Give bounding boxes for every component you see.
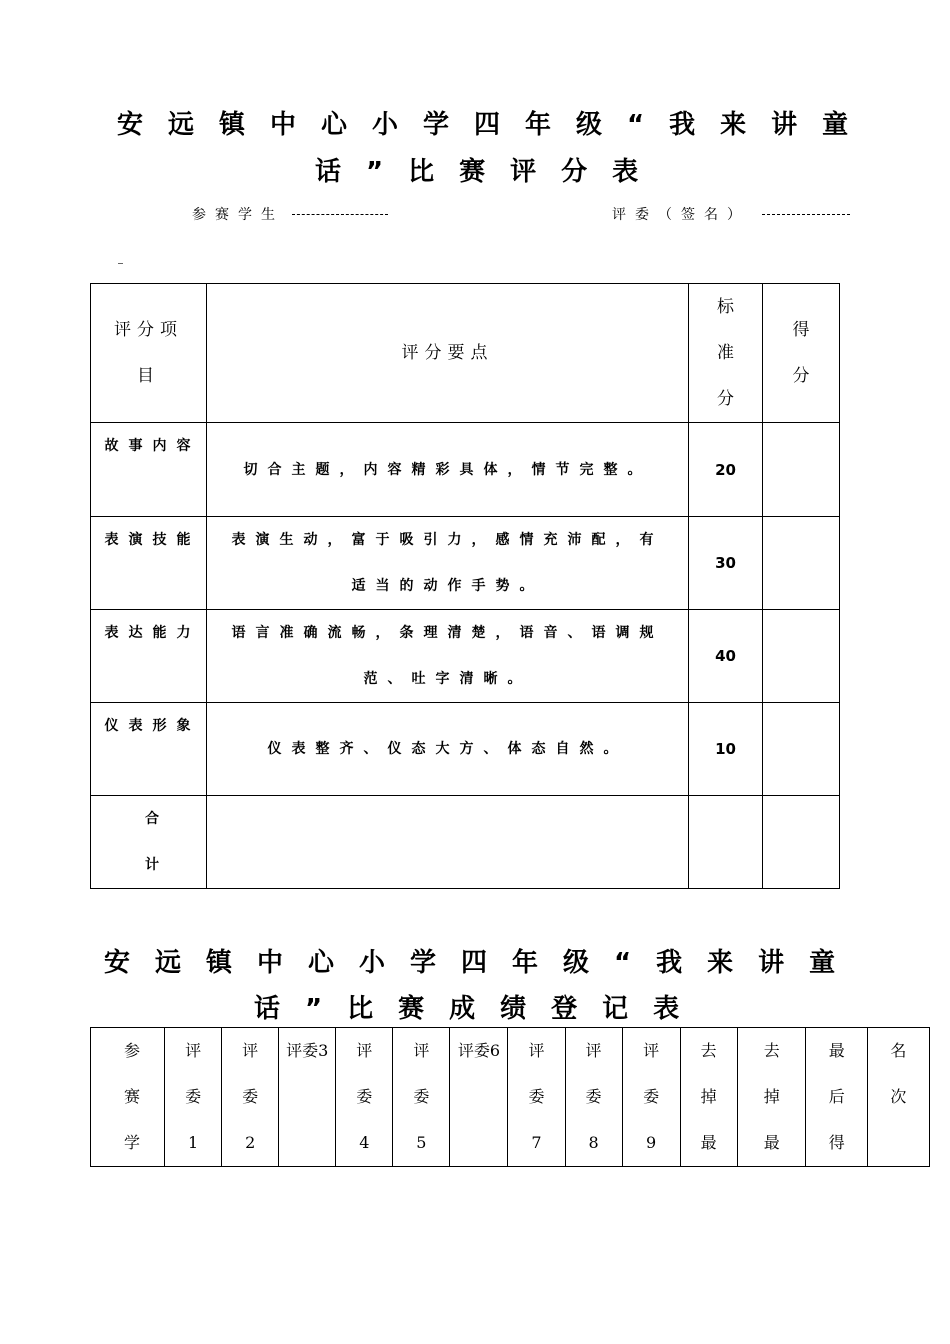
header-final-score: 最后得	[805, 1028, 867, 1167]
header-judge-8: 评委8	[565, 1028, 622, 1167]
row-item: 表演技能	[91, 517, 207, 610]
row-points: 表演生动，富于吸引力，感情充沛配，有适当的动作手势。	[207, 517, 689, 610]
record-form-title-line1: 安远镇中心小学四年级“我来讲童	[104, 948, 861, 978]
score-table-header	[91, 284, 840, 423]
record-table-header	[91, 1028, 930, 1167]
row-score-cell[interactable]	[763, 610, 840, 703]
header-judge-5: 评委5	[393, 1028, 450, 1167]
header-rank: 名次	[867, 1028, 929, 1167]
header-judge-1: 评委1	[165, 1028, 222, 1167]
header-judge-3: 评委3	[279, 1028, 336, 1167]
table-row	[91, 423, 840, 517]
table-row	[91, 610, 840, 703]
header-drop-lowest: 去掉最	[737, 1028, 805, 1167]
header-drop-highest: 去掉最	[680, 1028, 737, 1167]
row-standard: 30	[689, 517, 763, 610]
header-points: 评分要点	[207, 284, 689, 423]
row-score-cell[interactable]	[763, 703, 840, 796]
row-score-cell[interactable]	[763, 423, 840, 517]
row-score-cell[interactable]	[763, 517, 840, 610]
row-item: 故事内容	[91, 423, 207, 517]
header-judge-4: 评委4	[336, 1028, 393, 1167]
header-item: 评分项目	[91, 284, 207, 423]
row-points: 仪表整齐、仪态大方、体态自然。	[207, 703, 689, 796]
row-points: 语言准确流畅，条理清楚，语音、语调规范、吐字清晰。	[207, 610, 689, 703]
table-row	[91, 703, 840, 796]
student-label: 参赛学生	[192, 207, 284, 223]
record-form-title-line2: 话”比赛成绩登记表	[254, 994, 705, 1024]
header-standard: 标准分	[689, 284, 763, 423]
header-judge-9: 评委9	[622, 1028, 680, 1167]
header-judge-2: 评委2	[222, 1028, 279, 1167]
header-score: 得分	[763, 284, 840, 423]
row-standard: 20	[689, 423, 763, 517]
record-table	[90, 1027, 930, 1167]
total-label: 合计	[91, 796, 207, 889]
header-judge-6: 评委6	[450, 1028, 508, 1167]
row-standard: 10	[689, 703, 763, 796]
row-item: 仪表形象	[91, 703, 207, 796]
header-judge-7: 评委7	[508, 1028, 565, 1167]
judge-signature-line[interactable]	[762, 214, 850, 215]
total-score-cell[interactable]	[763, 796, 840, 889]
row-item: 表达能力	[91, 610, 207, 703]
total-standard-cell	[689, 796, 763, 889]
score-form-title-line1: 安远镇中心小学四年级“我来讲童	[117, 110, 874, 140]
row-standard: 40	[689, 610, 763, 703]
header-student: 参赛学	[91, 1028, 165, 1167]
table-row	[91, 517, 840, 610]
divider	[118, 263, 123, 264]
student-name-line[interactable]	[292, 214, 388, 215]
total-row	[91, 796, 840, 889]
total-points-cell	[207, 796, 689, 889]
judge-signature-label: 评委（签名）	[612, 207, 750, 223]
row-points: 切合主题，内容精彩具体，情节完整。	[207, 423, 689, 517]
score-table	[90, 283, 840, 889]
score-form-title-line2: 话”比赛评分表	[315, 157, 664, 187]
